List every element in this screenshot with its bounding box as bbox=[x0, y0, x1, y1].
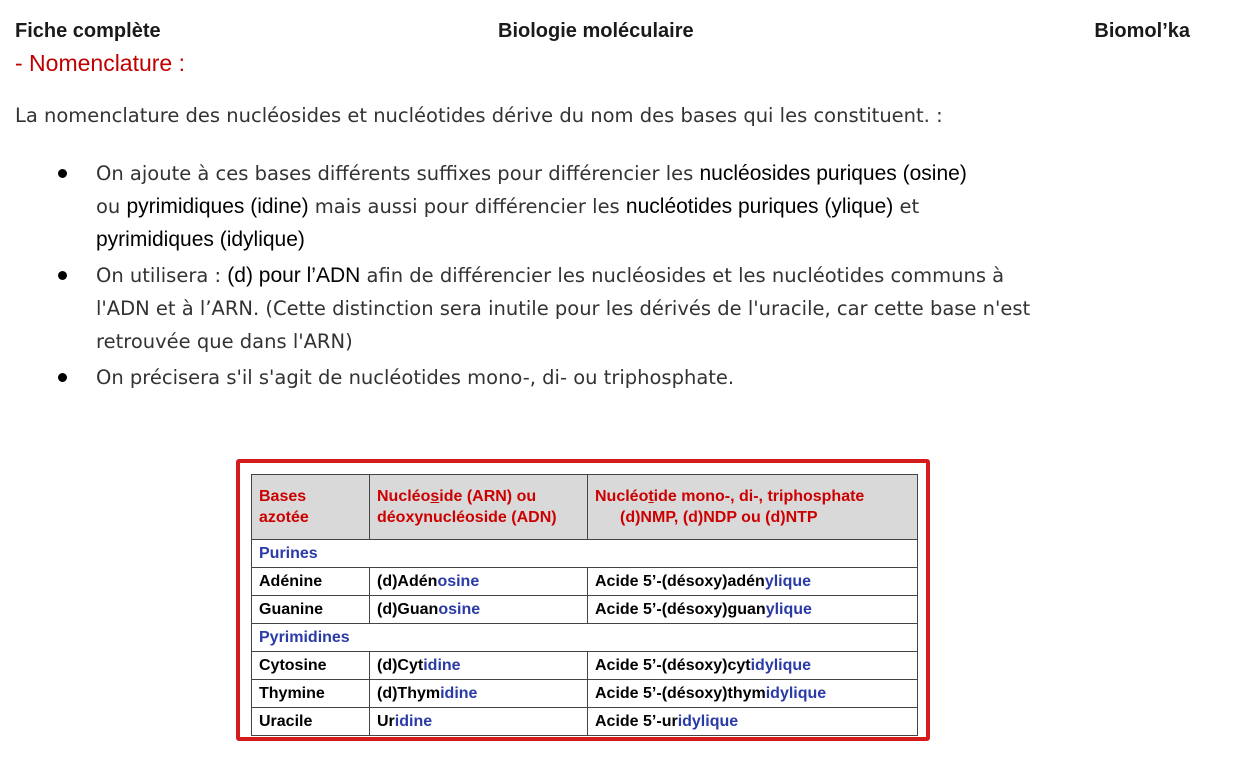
intro-paragraph: La nomenclature des nucléosides et nucléotides dérive du nom des bases qui les constituent. : bbox=[15, 104, 943, 127]
bullet-text: On ajoute à ces bases différents suffixes pour différencier les bbox=[96, 162, 700, 185]
group-row-purines bbox=[252, 540, 918, 568]
header-nucleotide bbox=[588, 475, 918, 540]
bullet-text: l'ADN et à l’ARN. (Cette distinction sera inutile pour les dérivés de l'uracile, car cette base n'est bbox=[96, 297, 1031, 320]
header-text: (d)NMP, (d)NDP ou (d)NTP bbox=[620, 509, 818, 526]
table-row bbox=[252, 596, 918, 624]
header-text: ide mono-, di-, triphosphate bbox=[653, 488, 865, 505]
base-cell: Adénine bbox=[252, 568, 370, 596]
root-text: Acide 5’-(désoxy)adén bbox=[595, 572, 765, 590]
base-cell: Guanine bbox=[252, 596, 370, 624]
bullet-suffixes bbox=[55, 157, 1155, 256]
bullet-text: ou bbox=[96, 195, 127, 218]
nucleoside-cell bbox=[370, 568, 588, 596]
group-row-pyrimidines bbox=[252, 624, 918, 652]
nucleoside-cell bbox=[370, 708, 588, 736]
header-text: Bases bbox=[259, 488, 307, 505]
nucleotide-cell bbox=[588, 596, 918, 624]
suffix-text: ylique bbox=[765, 600, 812, 618]
bullet-text: On utilisera : bbox=[96, 264, 228, 287]
bullet-text: retrouvée que dans l'ARN) bbox=[96, 330, 353, 353]
suffix-text: idylique bbox=[677, 712, 739, 730]
header-text: déoxynucléoside (ADN) bbox=[377, 509, 557, 526]
suffix-text: idylique bbox=[750, 656, 812, 674]
table-row bbox=[252, 680, 918, 708]
highlight-text: (d) pour l’ADN bbox=[227, 264, 361, 287]
nucleoside-cell bbox=[370, 596, 588, 624]
section-title: - Nomenclature : bbox=[15, 50, 186, 76]
group-label: Purines bbox=[252, 540, 918, 568]
root-text: (d)Cyt bbox=[377, 656, 424, 674]
header-text: s bbox=[430, 488, 440, 505]
root-text: Acide 5’-ur bbox=[595, 712, 678, 730]
table-row bbox=[252, 708, 918, 736]
header-text: azotée bbox=[259, 509, 309, 526]
highlight-text: nucléotides puriques (ylique) bbox=[625, 195, 894, 218]
highlight-text: pyrimidiques (idylique) bbox=[96, 228, 305, 251]
header-text: ide (ARN) ou bbox=[439, 488, 537, 505]
nucleoside-cell bbox=[370, 680, 588, 708]
nomenclature-table bbox=[251, 474, 918, 736]
nucleotide-cell bbox=[588, 568, 918, 596]
nucleotide-cell bbox=[588, 652, 918, 680]
base-cell: Cytosine bbox=[252, 652, 370, 680]
root-text: (d)Adén bbox=[377, 572, 438, 590]
bullet-adn-prefix bbox=[55, 259, 1155, 358]
header-text: Nucléo bbox=[377, 488, 431, 505]
header-right-label: Biomol’ka bbox=[1094, 20, 1190, 42]
header-center-title: Biologie moléculaire bbox=[498, 20, 694, 42]
header-text: Nucléo bbox=[595, 488, 649, 505]
group-label: Pyrimidines bbox=[252, 624, 918, 652]
suffix-text: osine bbox=[438, 600, 481, 618]
page-header bbox=[15, 20, 1190, 46]
suffix-text: ylique bbox=[764, 572, 812, 590]
highlight-text: nucléosides puriques (osine) bbox=[699, 162, 967, 185]
header-bases bbox=[252, 475, 370, 540]
suffix-text: idylique bbox=[765, 684, 827, 702]
root-text: (d)Thym bbox=[377, 684, 441, 702]
suffix-text: osine bbox=[437, 572, 480, 590]
table-header-row bbox=[252, 475, 918, 540]
nucleotide-cell bbox=[588, 708, 918, 736]
table-row bbox=[252, 568, 918, 596]
highlight-text: pyrimidiques (idine) bbox=[126, 195, 309, 218]
root-text: Acide 5’-(désoxy)thym bbox=[595, 684, 766, 702]
root-text: Acide 5’-(désoxy)cyt bbox=[595, 656, 751, 674]
table-row bbox=[252, 652, 918, 680]
bullet-phosphate: On précisera s'il s'agit de nucléotides mono-, di- ou triphosphate. bbox=[55, 361, 1155, 394]
root-text: Ur bbox=[377, 712, 395, 730]
bullet-text: et bbox=[893, 195, 920, 218]
suffix-text: idine bbox=[423, 656, 461, 674]
root-text: Acide 5’-(désoxy)guan bbox=[595, 600, 766, 618]
nucleotide-cell bbox=[588, 680, 918, 708]
header-left-label: Fiche complète bbox=[15, 20, 161, 42]
suffix-text: idine bbox=[394, 712, 433, 730]
base-cell: Thymine bbox=[252, 680, 370, 708]
bullet-list bbox=[55, 157, 1155, 397]
header-nucleoside bbox=[370, 475, 588, 540]
bullet-text: mais aussi pour différencier les bbox=[308, 195, 626, 218]
suffix-text: idine bbox=[440, 684, 478, 702]
nucleoside-cell bbox=[370, 652, 588, 680]
bullet-text: afin de différencier les nucléosides et les nucléotides communs à bbox=[360, 264, 1005, 287]
base-cell: Uracile bbox=[252, 708, 370, 736]
root-text: (d)Guan bbox=[377, 600, 439, 618]
header-text: t bbox=[648, 488, 654, 505]
